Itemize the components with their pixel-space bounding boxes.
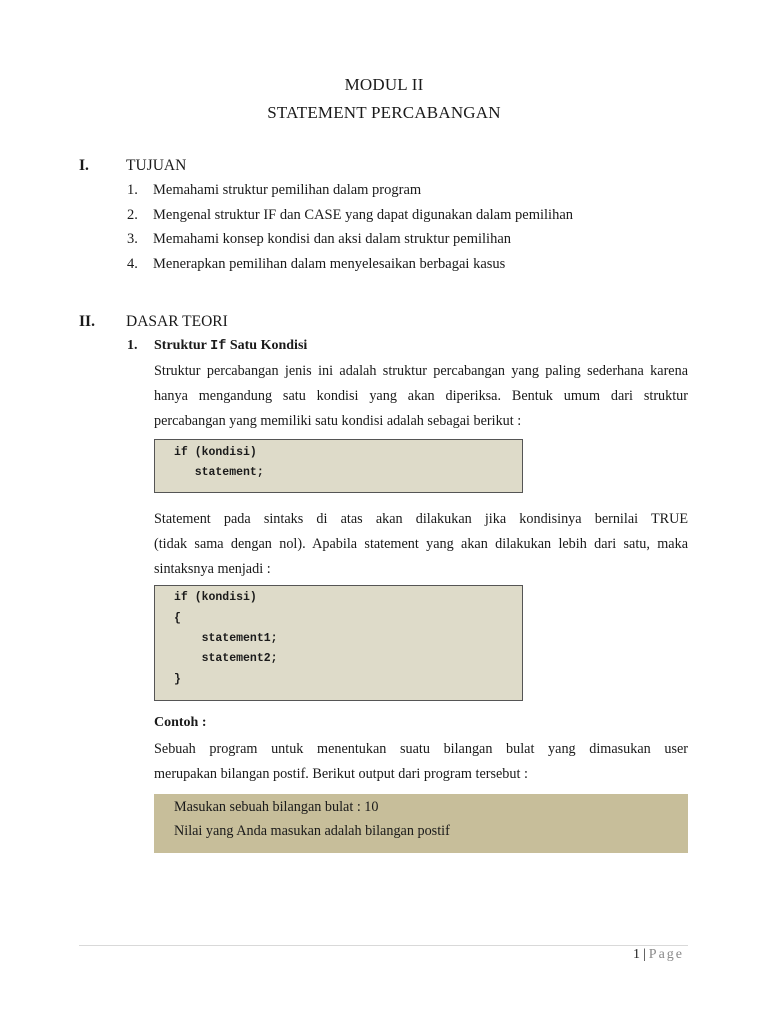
code-line: if (kondisi) [174, 591, 257, 604]
footer-separator: | [642, 947, 646, 962]
output-line: Nilai yang Anda masukan adalah bilangan postif [174, 823, 450, 839]
page-footer [633, 947, 684, 963]
footer-divider [79, 945, 688, 946]
section-title-dasar-teori: DASAR TEORI [126, 313, 228, 330]
module-heading: MODUL II [344, 75, 424, 94]
objective-item: Memahami struktur pemilihan dalam program [153, 182, 422, 198]
paragraph-line: (tidak sama dengan nol). Apabila statement yang akan dilakukan lebih dari satu, maka [154, 536, 688, 552]
paragraph-line: Struktur percabangan jenis ini adalah struktur percabangan yang paling sederhana karena [154, 363, 688, 379]
code-line: statement; [174, 466, 264, 479]
code-block [154, 585, 523, 701]
section-number-dasar-teori: II. [79, 313, 95, 330]
code-block [154, 439, 523, 493]
subsection-title-suffix: Satu Kondisi [226, 338, 308, 353]
example-label: Contoh : [154, 715, 207, 730]
objective-item: Mengenal struktur IF dan CASE yang dapat digunakan dalam pemilihan [153, 207, 574, 223]
page-number: 1 [632, 947, 640, 962]
objective-number: 3. [127, 231, 138, 247]
paragraph-line: percabangan yang memiliki satu kondisi adalah sebagai berikut : [154, 413, 522, 429]
objective-item: Menerapkan pemilihan dalam menyelesaikan berbagai kasus [153, 256, 506, 272]
objective-number: 2. [127, 207, 138, 223]
objective-number: 1. [127, 182, 138, 198]
code-line: statement1; [174, 632, 278, 645]
subsection-number: 1. [127, 338, 138, 353]
section-title-tujuan: TUJUAN [126, 157, 187, 174]
subsection-title-keyword: If [210, 339, 227, 354]
subsection-title [154, 338, 307, 354]
page-label: Page [648, 947, 684, 962]
subsection-title-prefix: Struktur [154, 338, 211, 353]
code-line: if (kondisi) [174, 446, 257, 459]
paragraph-line: Statement pada sintaks di atas akan dilakukan jika kondisinya bernilai TRUE [154, 511, 688, 527]
code-line: { [174, 612, 181, 625]
paragraph-line: Sebuah program untuk menentukan suatu bilangan bulat yang dimasukan user [154, 741, 688, 757]
paragraph-line: merupakan bilangan postif. Berikut output dari program tersebut : [154, 766, 528, 782]
paragraph-line: hanya mengandung satu kondisi yang akan diperiksa. Bentuk umum dari struktur [154, 388, 688, 404]
code-line: } [174, 673, 181, 686]
objective-item: Memahami konsep kondisi dan aksi dalam struktur pemilihan [153, 231, 512, 247]
section-number-tujuan: I. [79, 157, 89, 174]
output-block [154, 794, 688, 853]
objective-number: 4. [127, 256, 138, 272]
paragraph-line: sintaksnya menjadi : [154, 561, 271, 577]
document-title: STATEMENT PERCABANGAN [267, 103, 501, 122]
output-line: Masukan sebuah bilangan bulat : 10 [174, 799, 379, 815]
code-line: statement2; [174, 652, 278, 665]
